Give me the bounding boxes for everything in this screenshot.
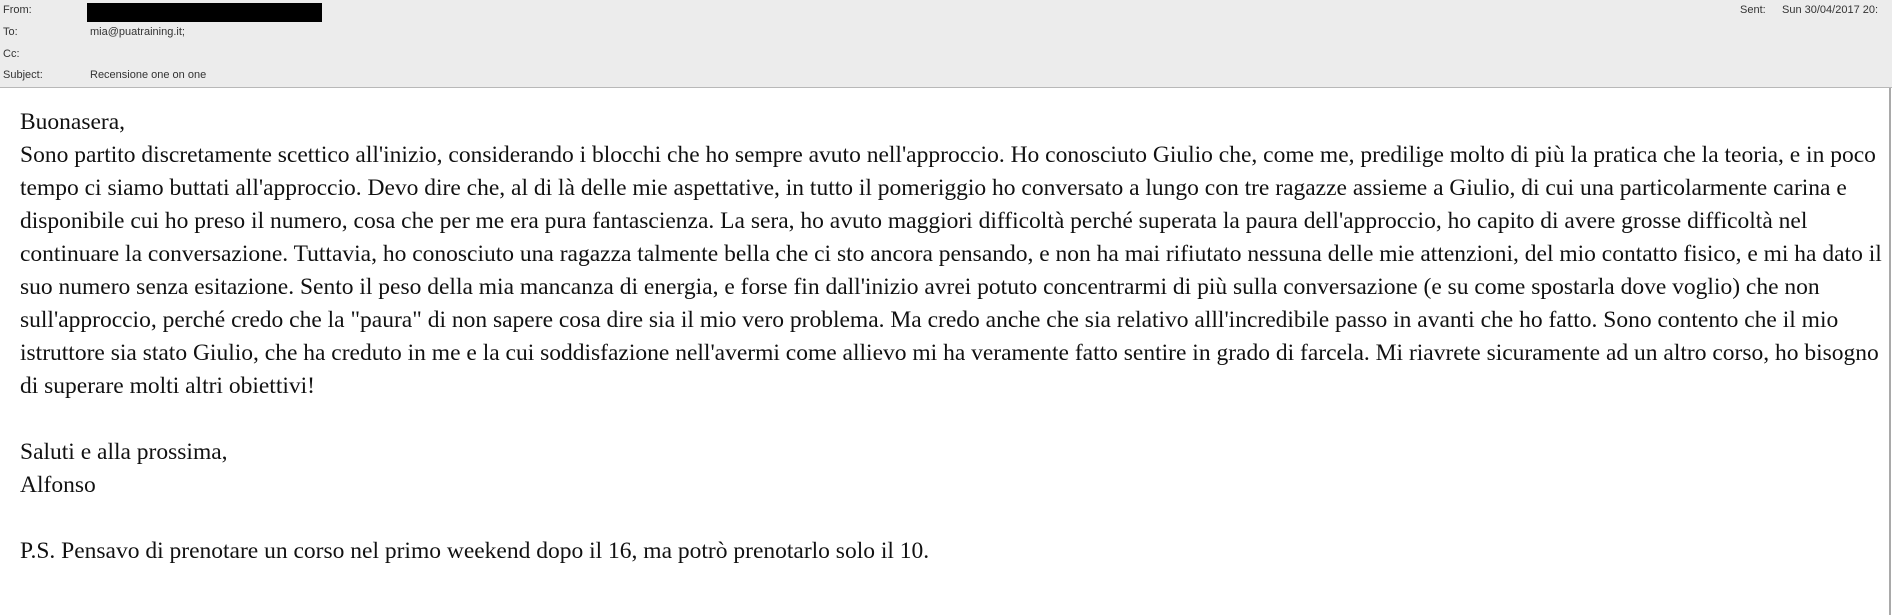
subject-label: Subject: xyxy=(3,69,43,81)
email-header xyxy=(0,0,1892,88)
sent-value: Sun 30/04/2017 20: xyxy=(1782,4,1879,16)
postscript-text: P.S. Pensavo di prenotare un corso nel primo weekend dopo il 16, ma potrò prenotarlo solo il 10. xyxy=(20,538,930,564)
redacted-sender xyxy=(87,3,322,22)
to-label: To: xyxy=(3,26,18,38)
from-label: From: xyxy=(3,4,32,16)
email-body-frame[interactable] xyxy=(0,88,1891,615)
to-recipient[interactable]: mia@puatraining.it; xyxy=(90,26,185,38)
subject-value: Recensione one on one xyxy=(90,69,207,81)
sent-label: Sent: xyxy=(1740,4,1766,16)
greeting-text: Buonasera, xyxy=(20,109,126,135)
from-row xyxy=(0,1,1892,19)
email-body xyxy=(20,106,1882,568)
signature-text: Alfonso xyxy=(20,472,96,498)
cc-row xyxy=(0,45,1892,63)
main-paragraph: Sono partito discretamente scettico all'inizio, considerando i blocchi che ho sempre avuto nell'approccio. Ho conosciuto Giulio che, come me, predilige molto di più la pratica che la teoria, e in poco tempo ci siamo buttati all'approccio. Devo dire che, al di là delle mie aspettative, in tutto il pomeriggio ho conversato a lungo con tre ragazze assieme a Giulio, di cui una particolarmente carina e disponibile cui ho preso il numero, cosa che per me era pura fantascienza. La sera, ho avuto maggiori difficoltà perché superata la paura dell'approccio, ho capito di avere grosse difficoltà nel continuare la conversazione. Tuttavia, ho conosciuto una ragazza talmente bella che ci sto ancora pensando, e non ha mai rifiutato nessuna delle mie attenzioni, del mio contatto fisico, e mi ha dato il suo numero senza esitazione. Sento il peso della mia mancanza di energia, e forse fin dall'inizio avrei potuto concentrarmi di più sulla conversazione (e su come spostarla dove voglio) che non sull'approccio, perché credo che la "paura" di non sapere cosa dire sia il mio vero problema. Ma credo anche che sia relativo alll'incredibile passo in avanti che ho fatto. Sono contento che il mio istruttore sia stato Giulio, che ha creduto in me e la cui soddisfazione nell'avermi come allievo mi ha veramente fatto sentire in grado di farcela. Mi riavrete sicuramente ad un altro corso, ho bisogno di superare molti altri obiettivi! xyxy=(20,142,1882,399)
cc-label: Cc: xyxy=(3,48,20,60)
subject-row xyxy=(0,66,1892,84)
closing-text: Saluti e alla prossima, xyxy=(20,439,228,465)
spacer xyxy=(20,403,1882,436)
to-row xyxy=(0,23,1892,41)
spacer xyxy=(20,502,1882,535)
